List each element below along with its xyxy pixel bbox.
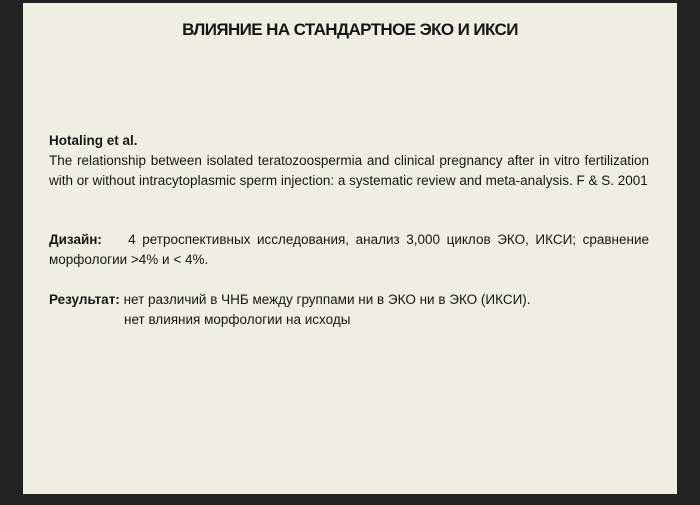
paper-title: The relationship between isolated teratozoospermia and clinical pregnancy after in vitro fertilization with or without intracytoplasmic sperm injection: a systematic review and meta-analysis.	[49, 153, 649, 188]
result-paragraph	[49, 290, 649, 310]
study-authors: Hotaling et al.	[49, 133, 138, 148]
slide-title: ВЛИЯНИЕ НА СТАНДАРТНОЕ ЭКО И ИКСИ	[182, 20, 518, 39]
result-label: Результат:	[49, 292, 120, 307]
presentation-slide	[23, 3, 677, 494]
design-label: Дизайн:	[49, 232, 102, 247]
journal-reference: F & S. 2001	[576, 173, 648, 188]
design-paragraph	[49, 230, 649, 270]
result-line-1: нет различий в ЧНБ между группами ни в ЭКО ни в ЭКО (ИКСИ).	[123, 292, 531, 307]
result-line-2: нет влияния морфологии на исходы	[124, 312, 351, 327]
design-text: 4 ретроспективных исследования, анализ 3,000 циклов ЭКО, ИКСИ; сравнение морфологии >4% и < 4%.	[49, 232, 649, 267]
paper-citation	[49, 151, 649, 191]
